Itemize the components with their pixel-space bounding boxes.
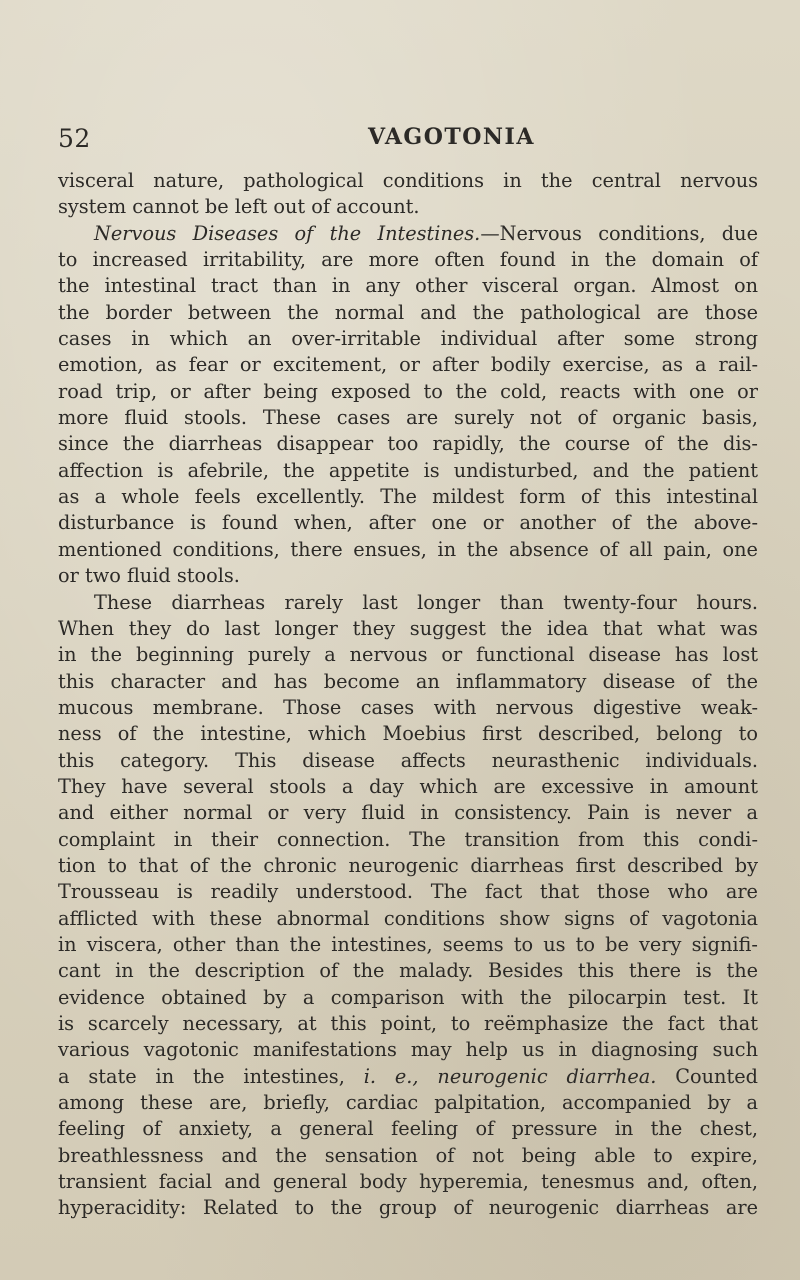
text-fragment: Counted bbox=[656, 1064, 758, 1088]
text-line: complaint in their connection. The transition from this condi- bbox=[58, 827, 758, 851]
text-line: These diarrheas rarely last longer than twenty-four hours. bbox=[94, 590, 758, 614]
page-number: 52 bbox=[58, 124, 91, 153]
text-line: to increased irritability, are more often found in the domain of bbox=[58, 248, 758, 272]
text-line bbox=[58, 221, 758, 247]
text-line: feeling of anxiety, a general feeling of pressure in the chest, bbox=[58, 1117, 758, 1141]
text-line: this category. This disease affects neurasthenic individuals. bbox=[58, 748, 758, 772]
text-line: and either normal or very fluid in consistency. Pain is never a bbox=[58, 801, 758, 825]
running-head: VAGOTONIA bbox=[368, 124, 535, 150]
text-line: the intestinal tract than in any other visceral organ. Almost on bbox=[58, 274, 758, 298]
text-line: among these are, briefly, cardiac palpitation, accompanied by a bbox=[58, 1091, 759, 1115]
text-line: mentioned conditions, there ensues, in the absence of all pain, one bbox=[58, 537, 758, 561]
text-line: mucous membrane. Those cases with nervous digestive weak- bbox=[58, 695, 759, 719]
text-fragment: —Nervous conditions, due bbox=[480, 221, 758, 245]
text-line: the border between the normal and the pathological are those bbox=[58, 300, 759, 324]
text-line: since the diarrheas disappear too rapidly, the course of the dis- bbox=[58, 432, 758, 456]
text-line: emotion, as fear or excitement, or after bodily exercise, as a rail- bbox=[58, 353, 759, 377]
italic-phrase: i. e., neurogenic diarrhea. bbox=[363, 1064, 657, 1088]
text-line: in viscera, other than the intestines, seems to us to be very signifi- bbox=[58, 932, 758, 956]
text-line: tion to that of the chronic neurogenic diarrheas first described by bbox=[58, 853, 758, 877]
text-line: When they do last longer they suggest the idea that what was bbox=[58, 616, 758, 640]
text-line bbox=[58, 1064, 758, 1090]
text-line: breathlessness and the sensation of not being able to expire, bbox=[58, 1143, 759, 1167]
text-line: hyperacidity: Related to the group of neurogenic diarrheas are bbox=[58, 1196, 759, 1220]
text-line: road trip, or after being exposed to the cold, reacts with one or bbox=[58, 379, 759, 403]
text-line: in the beginning purely a nervous or functional disease has lost bbox=[58, 643, 759, 667]
text-line: ness of the intestine, which Moebius first described, belong to bbox=[58, 722, 759, 746]
text-line: cant in the description of the malady. Besides this there is the bbox=[58, 959, 759, 983]
text-line: transient facial and general body hyperemia, tenesmus and, often, bbox=[58, 1170, 758, 1194]
text-line: evidence obtained by a comparison with the pilocarpin test. It bbox=[58, 985, 758, 1009]
text-line: visceral nature, pathological conditions in the central nervous bbox=[58, 169, 759, 192]
text-line: cases in which an over-irritable individual after some strong bbox=[58, 327, 758, 351]
text-line: affection is afebrile, the appetite is undisturbed, and the patient bbox=[58, 458, 758, 482]
text-line: various vagotonic manifestations may help us in diagnosing such bbox=[58, 1038, 758, 1062]
body-text bbox=[58, 168, 758, 1222]
text-fragment: a state in the intestines, bbox=[58, 1064, 364, 1088]
text-line: Trousseau is readily understood. The fact that those who are bbox=[58, 880, 758, 904]
text-line: afflicted with these abnormal conditions show signs of vagotonia bbox=[58, 906, 759, 930]
text-line: They have several stools a day which are excessive in amount bbox=[58, 774, 758, 798]
text-line: disturbance is found when, after one or another of the above- bbox=[58, 511, 758, 535]
text-line: this character and has become an inflammatory disease of the bbox=[58, 669, 759, 693]
text-line: more fluid stools. These cases are surely not of organic basis, bbox=[58, 406, 758, 430]
text-line: system cannot be left out of account. bbox=[58, 195, 420, 219]
text-line: is scarcely necessary, at this point, to reëmphasize the fact that bbox=[58, 1012, 759, 1035]
page-header bbox=[58, 124, 750, 158]
section-heading: Nervous Diseases of the Intestines. bbox=[94, 221, 481, 245]
text-line: as a whole feels excellently. The mildest form of this intestinal bbox=[58, 485, 758, 509]
text-line: or two fluid stools. bbox=[58, 564, 240, 588]
